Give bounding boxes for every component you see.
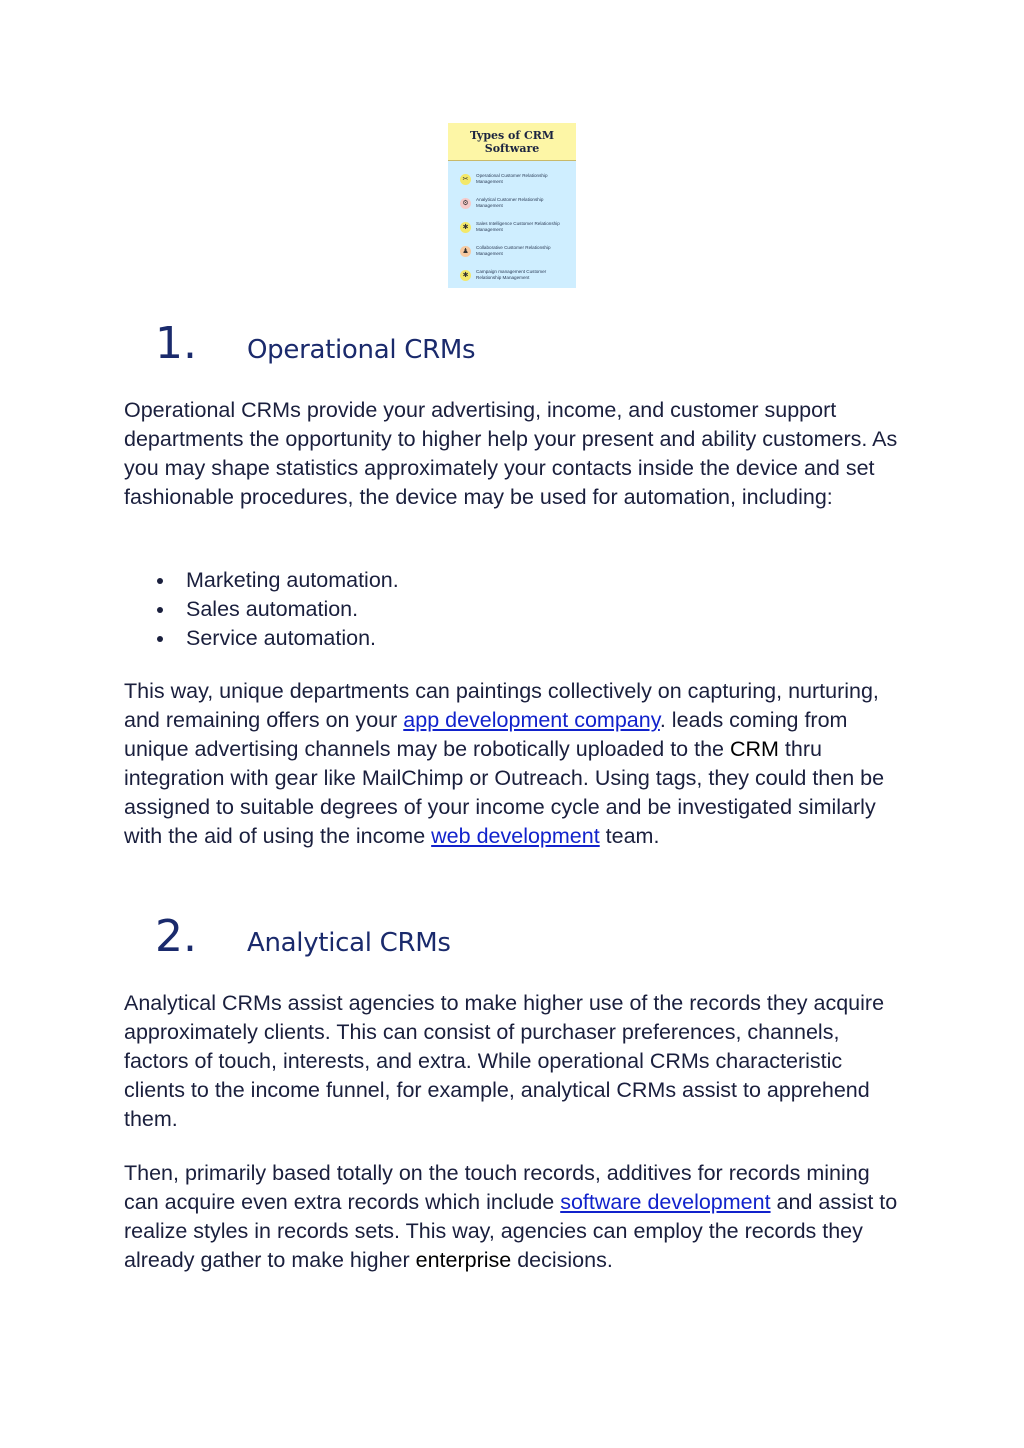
list-item: Marketing automation. (124, 566, 399, 595)
infographic-item-label: Analytical Customer Relationship Management (476, 197, 544, 208)
infographic-item-label: Operational Customer Relationship Management (476, 173, 548, 184)
text-span: team. (599, 824, 660, 848)
paragraph-operational-detail (124, 677, 904, 851)
crm-types-infographic (448, 123, 576, 288)
infographic-item (460, 191, 576, 215)
text-span: Then, primarily based totally on the touch records, additives for records mining can acquire even extra records which include (124, 1161, 870, 1214)
web-development-link[interactable]: web development (431, 824, 600, 848)
heading-title: Operational CRMs (247, 335, 476, 365)
paragraph-operational-intro: Operational CRMs provide your advertising, income, and customer support departments the opportunity to higher help your present and ability customers. As you may shape statistics approximately your contacts inside the device and set fashionable procedures, the device may be used for automation, including: (124, 398, 898, 509)
text-span: This way, unique departments can paintings collectively on capturing, nurturing, and remaining offers on your (124, 679, 879, 732)
paragraph-analytical-detail (124, 1159, 904, 1275)
analytics-icon: ⚙ (460, 198, 471, 209)
automation-list (124, 566, 399, 653)
crm-text: CRM (729, 737, 779, 761)
text-span: and assist to realize styles in records sets. This way, agencies can employ the records they already gather to make higher (124, 1190, 898, 1272)
enterprise-text: enterprise (415, 1248, 512, 1272)
campaign-icon: ✱ (460, 270, 471, 281)
heading-number: 2. (155, 911, 197, 962)
infographic-title-line2: Software (484, 142, 540, 155)
infographic-item (460, 239, 576, 263)
list-item: Sales automation. (124, 595, 399, 624)
people-icon: ♟ (460, 246, 471, 257)
text-span: . leads coming from unique advertising channels may be robotically uploaded to the (124, 708, 848, 761)
infographic-item (460, 167, 576, 191)
tools-icon: ✂ (460, 174, 471, 185)
infographic-list (448, 161, 576, 287)
list-item: Service automation. (124, 624, 399, 653)
section-heading-analytical (155, 911, 451, 962)
infographic-item-label: Collaborative Customer Relationship Management (476, 245, 551, 256)
paragraph-analytical-intro: Analytical CRMs assist agencies to make higher use of the records they acquire approximately clients. This can consist of purchaser preferences, channels, factors of touch, interests, and extra. While operational CRMs characteristic clients to the income funnel, for example, analytical CRMs assist to apprehend them. (124, 991, 885, 1131)
infographic-item-label: Sales Intelligence Customer Relationship Management (476, 221, 560, 232)
text-span: thru integration with gear like MailChimp or Outreach. Using tags, they could then be assigned to suitable degrees of your income cycle and be investigated similarly with the aid of using the income (124, 737, 885, 848)
text-span: decisions. (511, 1248, 613, 1272)
infographic-item-label: Campaign management Customer Relationship Management (476, 269, 547, 280)
heading-title: Analytical CRMs (247, 928, 451, 958)
section-heading-operational (155, 318, 475, 369)
infographic-title-line1: Types of CRM (469, 129, 555, 142)
app-development-link[interactable]: app development company (403, 708, 660, 732)
infographic-item (460, 215, 576, 239)
infographic-header (448, 123, 576, 161)
infographic-item (460, 263, 576, 287)
software-development-link[interactable]: software development (560, 1190, 771, 1214)
heading-number: 1. (155, 318, 197, 369)
bulb-icon: ✱ (460, 222, 471, 233)
